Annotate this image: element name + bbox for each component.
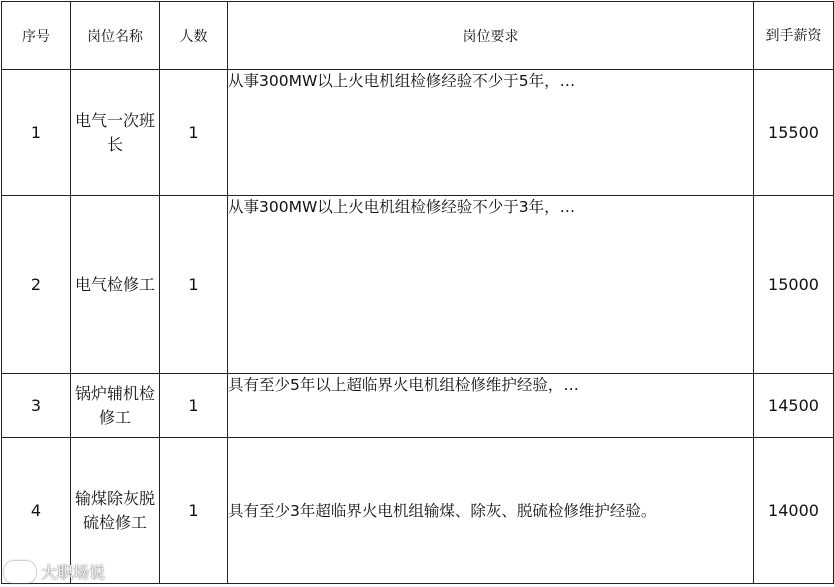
row-no: 1 <box>2 70 71 196</box>
row-requirements: 从事300MW以上火电机组检修经验不少于5年，… <box>228 70 754 196</box>
header-requirements: 岗位要求 <box>228 2 754 70</box>
row-no: 2 <box>2 196 71 374</box>
row-requirements: 从事300MW以上火电机组检修经验不少于3年，… <box>228 196 754 374</box>
row-count: 1 <box>160 196 228 374</box>
row-position: 输煤除灰脱硫检修工 <box>71 438 160 584</box>
table-row <box>2 196 834 374</box>
row-salary: 14000 <box>754 438 834 584</box>
row-no: 3 <box>2 374 71 438</box>
row-position: 电气检修工 <box>71 196 160 374</box>
header-salary: 到手薪资 <box>754 2 834 70</box>
header-count: 人数 <box>160 2 228 70</box>
job-table <box>1 1 834 584</box>
row-count: 1 <box>160 374 228 438</box>
header-position: 岗位名称 <box>71 2 160 70</box>
row-count: 1 <box>160 70 228 196</box>
row-salary: 14500 <box>754 374 834 438</box>
row-salary: 15000 <box>754 196 834 374</box>
row-position: 电气一次班长 <box>71 70 160 196</box>
row-requirements: 具有至少3年超临界火电机组输煤、除灰、脱硫检修维护经验。 <box>228 438 754 584</box>
row-salary: 15500 <box>754 70 834 196</box>
row-count: 1 <box>160 438 228 584</box>
table-row <box>2 374 834 438</box>
table-row <box>2 70 834 196</box>
table-row <box>2 438 834 584</box>
table-header-row <box>2 2 834 70</box>
row-position: 锅炉辅机检修工 <box>71 374 160 438</box>
row-no: 4 <box>2 438 71 584</box>
row-requirements: 具有至少5年以上超临界火电机组检修维护经验，… <box>228 374 754 438</box>
watermark-text: 大职场说 <box>41 563 106 582</box>
chat-bubble-icon <box>4 561 36 583</box>
watermark <box>4 560 105 583</box>
header-no: 序号 <box>2 2 71 70</box>
